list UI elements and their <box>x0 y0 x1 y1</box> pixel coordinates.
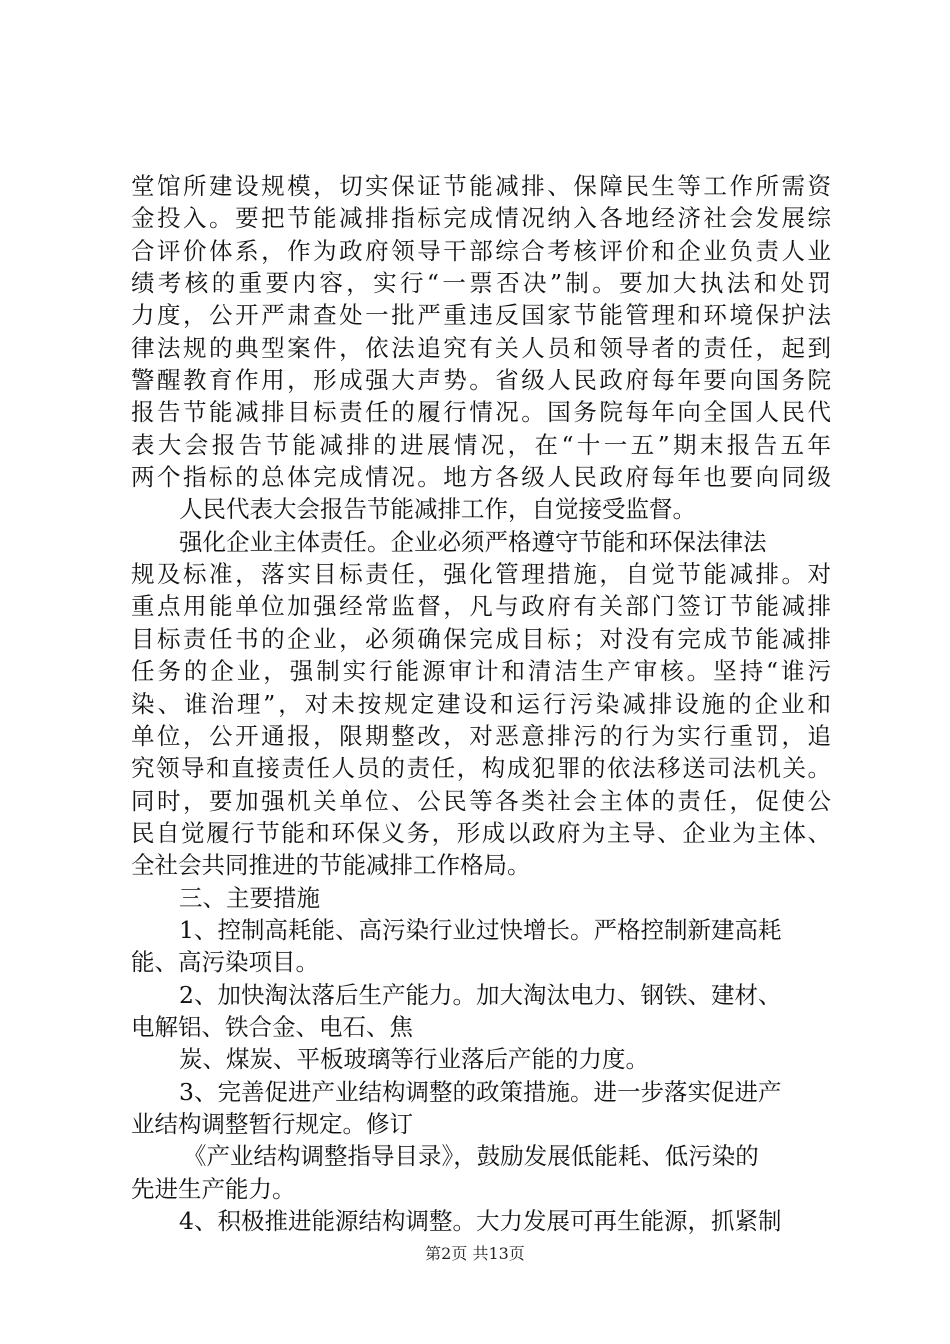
text-line: 究领导和直接责任人员的责任，构成犯罪的依法移送司法机关。 <box>131 754 831 783</box>
text-line: 任务的企业，强制实行能源审计和清洁生产审核。坚持“谁污 <box>131 657 831 686</box>
text-line: 报告节能减排目标责任的履行情况。国务院每年向全国人民代 <box>131 398 831 427</box>
page-indicator: 第2页 共13页 <box>425 1244 525 1263</box>
text-line: 人民代表大会报告节能减排工作，自觉接受监督。 <box>179 495 696 524</box>
text-line: 染、谁治理”，对未按规定建设和运行污染减排设施的企业和 <box>131 689 831 718</box>
text-line: 力度，公开严肃查处一批严重违反国家节能管理和环境保护法 <box>131 301 831 330</box>
text-line: 重点用能单位加强经常监督，凡与政府有关部门签订节能减排 <box>131 592 831 621</box>
measure-item-3: 3、完善促进产业结构调整的政策措施。进一步落实促进产 <box>179 1077 782 1106</box>
text-line: 目标责任书的企业，必须确保完成目标；对没有完成节能减排 <box>131 624 831 653</box>
text-line: 全社会共同推进的节能减排工作格局。 <box>131 851 531 880</box>
document-body <box>131 170 831 1237</box>
text-line: 《产业结构调整指导目录》，鼓励发展低能耗、低污染的 <box>183 1142 759 1171</box>
text-line: 业结构调整暂行规定。修订 <box>131 1109 413 1138</box>
text-line: 金投入。要把节能减排指标完成情况纳入各地经济社会发展综 <box>131 204 831 233</box>
measure-item-1: 1、控制高耗能、高污染行业过快增长。严格控制新建高耗 <box>179 915 782 944</box>
text-line: 能、高污染项目。 <box>131 948 319 977</box>
text-line: 警醒教育作用，形成强大声势。省级人民政府每年要向国务院 <box>131 366 831 395</box>
text-line: 单位，公开通报，限期整改，对恶意排污的行为实行重罚，追 <box>131 721 831 750</box>
paragraph-start-line: 强化企业主体责任。企业必须严格遵守节能和环保法律法 <box>179 527 767 556</box>
text-line: 堂馆所建设规模，切实保证节能减排、保障民生等工作所需资 <box>131 172 831 200</box>
text-line: 合评价体系，作为政府领导干部综合考核评价和企业负责人业 <box>131 236 831 265</box>
measure-item-4: 4、积极推进能源结构调整。大力发展可再生能源，抓紧制 <box>179 1207 782 1235</box>
measure-item-2: 2、加快淘汰落后生产能力。加大淘汰电力、钢铁、建材、 <box>179 980 782 1009</box>
text-line: 表大会报告节能减排的进展情况，在“十一五”期末报告五年 <box>131 430 831 459</box>
text-line: 两个指标的总体完成情况。地方各级人民政府每年也要向同级 <box>131 463 831 492</box>
page-footer <box>0 1244 950 1264</box>
text-line: 先进生产能力。 <box>131 1174 296 1203</box>
text-line: 规及标准，落实目标责任，强化管理措施，自觉节能减排。对 <box>131 560 831 589</box>
section-heading: 三、主要措施 <box>179 883 320 912</box>
text-line: 律法规的典型案件，依法追究有关人员和领导者的责任，起到 <box>131 333 831 362</box>
text-line: 同时，要加强机关单位、公民等各类社会主体的责任，促使公 <box>131 786 831 815</box>
text-line: 炭、煤炭、平板玻璃等行业落后产能的力度。 <box>179 1045 649 1074</box>
text-line: 绩考核的重要内容，实行“一票否决”制。要加大执法和处罚 <box>131 269 831 298</box>
text-line: 民自觉履行节能和环保义务，形成以政府为主导、企业为主体、 <box>131 818 831 847</box>
text-line: 电解铝、铁合金、电石、焦 <box>131 1012 413 1041</box>
